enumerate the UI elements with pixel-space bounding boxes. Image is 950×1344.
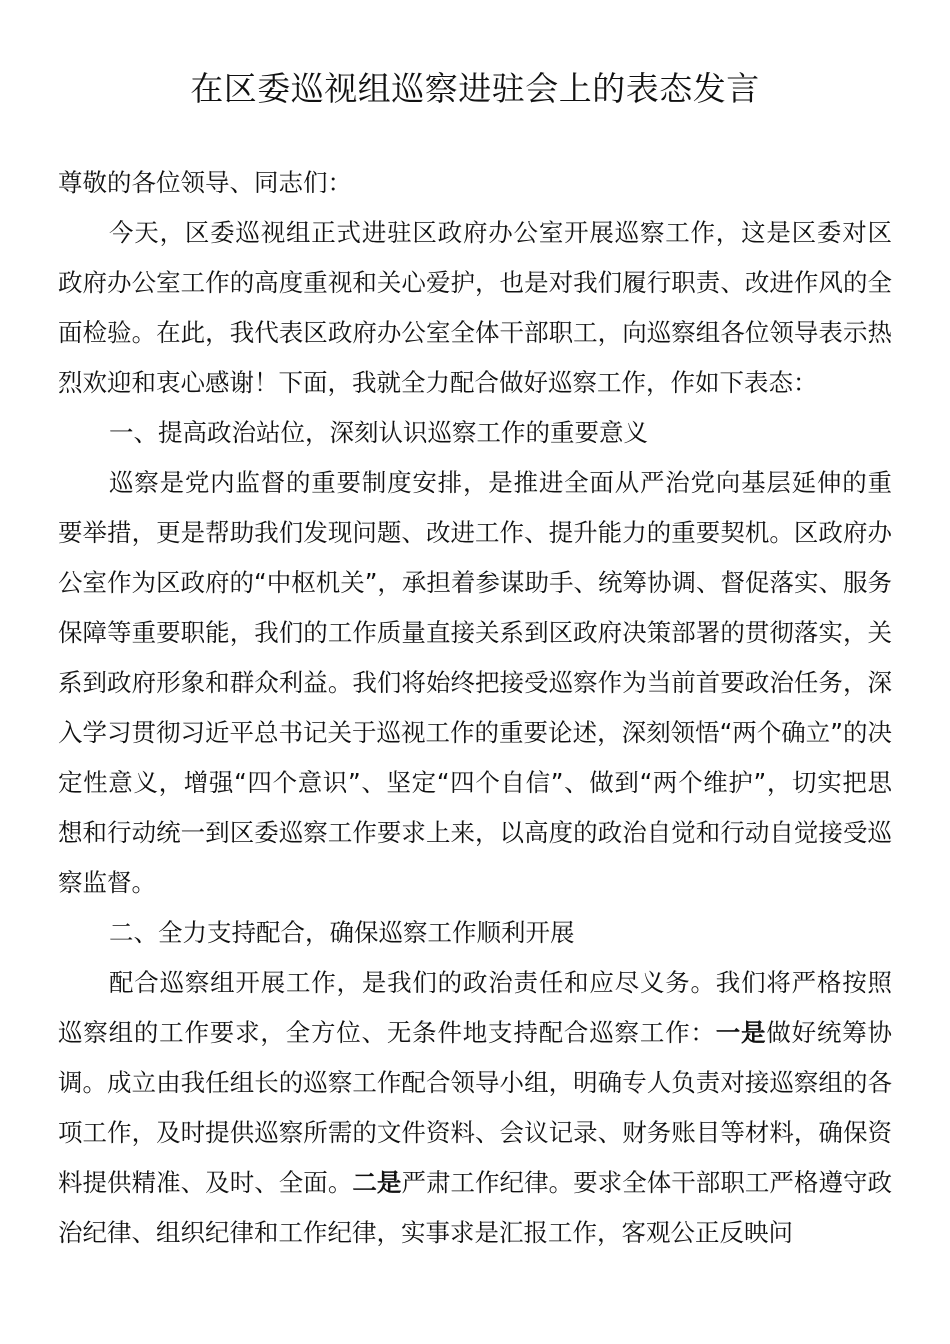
document-page [58,62,892,1258]
section-2-heading: 二、全力支持配合，确保巡察工作顺利开展 [109,918,575,947]
section-1-paragraph: 巡察是党内监督的重要制度安排，是推进全面从严治党向基层延伸的重要举措，更是帮助我们发现问题、改进工作、提升能力的重要契机。区政府办公室作为区政府的“中枢机关”，承担着参谋助手、统筹协调、督促落实、服务保障等重要职能，我们的工作质量直接关系到区政府决策部署的贯彻落实，关系到政府形象和群众利益。我们将始终把接受巡察作为当前首要政治任务，深入学习贯彻习近平总书记关于巡视工作的重要论述，深刻领悟“两个确立”的决定性意义，增强“四个意识”、坚定“四个自信”、做到“两个维护”，切实把思想和行动统一到区委巡察工作要求上来，以高度的政治自觉和行动自觉接受巡察监督。 [58,468,892,897]
document-title: 在区委巡视组巡察进驻会上的表态发言 [190,69,760,108]
section-2-lead: 配合巡察组开展工作，是我们的政治责任和应尽义务。我们将严格按照巡察组的工作要求，全方位、无条件地支持配合巡察工作： [58,968,892,1047]
point-2-text: 严肃工作纪律。要求全体干部职工严格遵守政治纪律、组织纪律和工作纪律，实事求是汇报工作，客观公正反映问 [58,1168,893,1247]
point-1-label: 一是 [715,1018,767,1047]
intro-paragraph: 今天，区委巡视组正式进驻区政府办公室开展巡察工作，这是区委对区政府办公室工作的高度重视和关心爱护，也是对我们履行职责、改进作风的全面检验。在此，我代表区政府办公室全体干部职工，向巡察组各位领导表示热烈欢迎和衷心感谢！下面，我就全力配合做好巡察工作，作如下表态： [58,218,892,397]
point-1-text: 做好统筹协调。成立由我任组长的巡察工作配合领导小组，明确专人负责对接巡察组的各项工作，及时提供巡察所需的文件资料、会议记录、财务账目等材料，确保资料提供精准、及时、全面。 [58,1018,892,1197]
section-2-paragraph [58,958,892,1258]
point-2-label: 二是 [352,1168,402,1197]
salutation: 尊敬的各位领导、同志们： [58,168,352,197]
section-1-heading: 一、提高政治站位，深刻认识巡察工作的重要意义 [109,418,648,447]
